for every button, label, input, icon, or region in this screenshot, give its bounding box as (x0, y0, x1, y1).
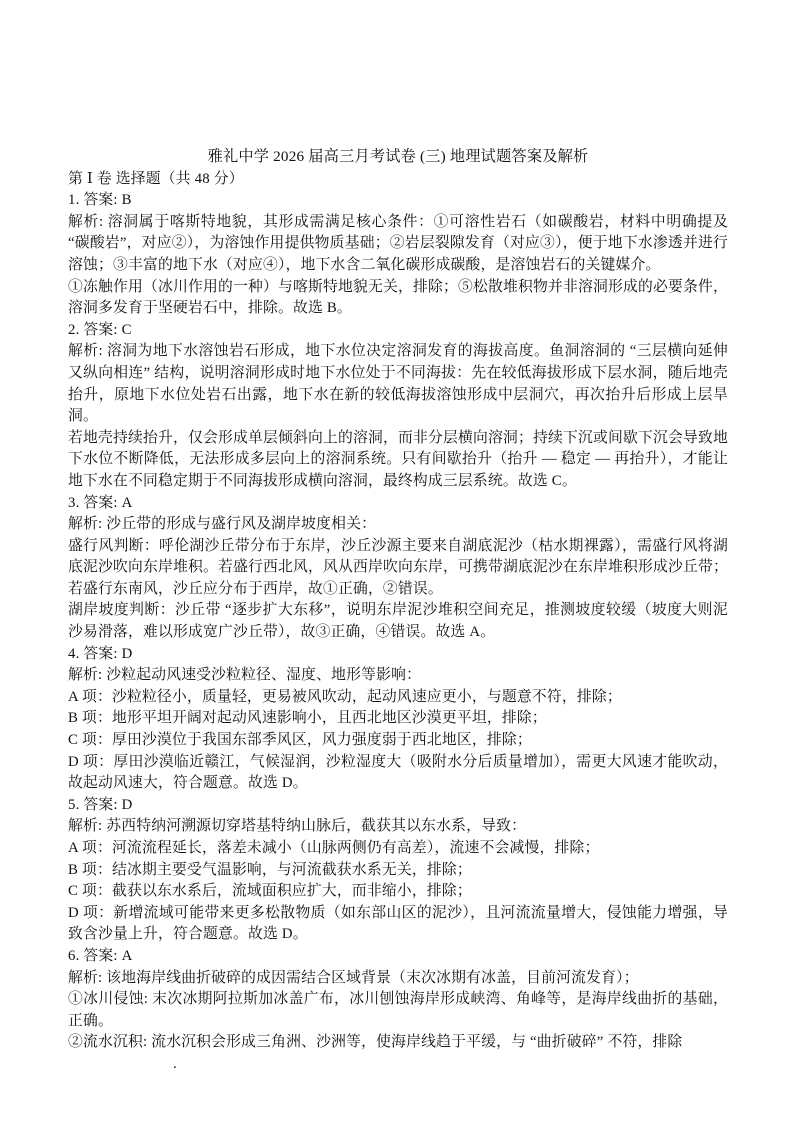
section-heading: 第 Ⅰ 卷 选择题（共 48 分） (68, 170, 244, 187)
explanation-paragraph: 解析: 溶洞为地下水溶蚀岩石形成，地下水位决定溶洞发育的海拔高度。鱼洞溶洞的 “三层横向延伸又纵向相连” 结构，说明溶洞形成时地下水位处于不同海拔：先在较低海拔形成下层水洞，随后地壳抬升，原地下水位处岩石出露，地下水在新的较低海拔溶蚀形成中层洞穴，再次抬升后形成上层旱洞。 (68, 343, 728, 425)
explanation-paragraph: C 项：截获以东水系后，流域面积应扩大，而非缩小，排除； (68, 883, 472, 900)
explanation-paragraph: 解析: 沙丘带的形成与盛行风及湖岸坡度相关： (68, 516, 377, 533)
explanation-paragraph: 解析: 该地海岸线曲折破碎的成因需结合区域背景（末次冰期有冰盖，目前河流发育）； (68, 969, 639, 986)
answer-line-q3: 3. 答案: A (68, 494, 133, 511)
explanation-paragraph: ①冻触作用（冰川作用的一种）与喀斯特地貌无关，排除；⑤松散堆积物并非溶洞形成的必要条件，溶洞多发育于坚硬岩石中，排除。故选 B。 (68, 278, 728, 317)
explanation-paragraph: C 项：厚田沙漠位于我国东部季风区，风力强度弱于西北地区，排除； (68, 732, 532, 749)
explanation-paragraph: A 项：河流流程延长，落差未减小（山脉两侧仍有高差），流速不会减慢，排除； (68, 840, 600, 856)
explanation-paragraph: ①冰川侵蚀: 末次冰期阿拉斯加冰盖广布，冰川刨蚀海岸形成峡湾、角峰等，是海岸线曲折的基础，正确。 (68, 991, 728, 1029)
explanation-paragraph: 湖岸坡度判断：沙丘带 “逐步扩大东移”，说明东岸泥沙堆积空间充足，推测坡度较缓（坡度大则泥沙易滑落，难以形成宽广沙丘带），故③正确，④错误。故选 A。 (68, 602, 728, 641)
explanation-paragraph: B 项：结冰期主要受气温影响，与河流截获水系无关，排除； (68, 861, 472, 878)
document-title: 雅礼中学 2026 届高三月考试卷 (三) 地理试题答案及解析 (207, 148, 589, 165)
trailing-period: . (173, 1055, 177, 1072)
explanation-paragraph: 解析: 溶洞属于喀斯特地貌，其形成需满足核心条件：①可溶性岩石（如碳酸岩，材料中明确提及 “碳酸岩”，对应②），为溶蚀作用提供物质基础；②岩层裂隙发育（对应③），便于地下水渗透并进行溶蚀；③丰富的地下水（对应④），地下水含二氧化碳形成碳酸，是溶蚀岩石的关键媒介。 (68, 213, 728, 273)
explanation-paragraph: B 项：地形平坦开阔对起动风速影响小，且西北地区沙漠更平坦，排除； (68, 710, 547, 727)
explanation-paragraph: D 项：厚田沙漠临近赣江，气候湿润，沙粒湿度大（吸附水分后质量增加），需更大风速才能吹动，故起动风速大，符合题意。故选 D。 (68, 753, 728, 792)
explanation-paragraph: 解析: 沙粒起动风速受沙粒粒径、湿度、地形等影响： (68, 667, 422, 684)
answer-line-q2: 2. 答案: C (68, 321, 132, 338)
explanation-paragraph: D 项：新增流域可能带来更多松散物质（如东部山区的泥沙），且河流流量增大，侵蚀能力增强，导致含沙量上升，符合题意。故选 D。 (68, 904, 728, 943)
explanation-paragraph: 若地壳持续抬升，仅会形成单层倾斜向上的溶洞，而非分层横向溶洞；持续下沉或间歇下沉会导致地下水位不断降低，无法形成多层向上的溶洞系统。只有间歇抬升（抬升 — 稳定 — 再抬升），才能让地下水在不同稳定期于不同海拔形成横向溶洞，最终构成三层系统。故选 C。 (68, 429, 728, 489)
answer-line-q1: 1. 答案: B (68, 192, 132, 209)
answer-line-q6: 6. 答案: A (68, 947, 133, 964)
answer-line-q4: 4. 答案: D (68, 645, 133, 662)
explanation-paragraph: 解析: 苏西特纳河溯源切穿塔基特纳山脉后，截获其以东水系，导致： (68, 818, 527, 835)
answer-line-q5: 5. 答案: D (68, 796, 133, 813)
explanation-paragraph: A 项：沙粒粒径小，质量轻，更易被风吹动，起动风速应更小，与题意不符，排除； (68, 688, 622, 705)
explanation-paragraph: 盛行风判断：呼伦湖沙丘带分布于东岸，沙丘沙源主要来自湖底泥沙（枯水期裸露），需盛行风将湖底泥沙吹向东岸堆积。若盛行西北风，风从西岸吹向东岸，可携带湖底泥沙在东岸堆积形成沙丘带；若盛行东南风，沙丘应分布于西岸，故①正确，②错误。 (68, 537, 728, 597)
explanation-paragraph: ②流水沉积: 流水沉积会形成三角洲、沙洲等，使海岸线趋于平缓，与 “曲折破碎” 不符，排除 (68, 1034, 683, 1051)
